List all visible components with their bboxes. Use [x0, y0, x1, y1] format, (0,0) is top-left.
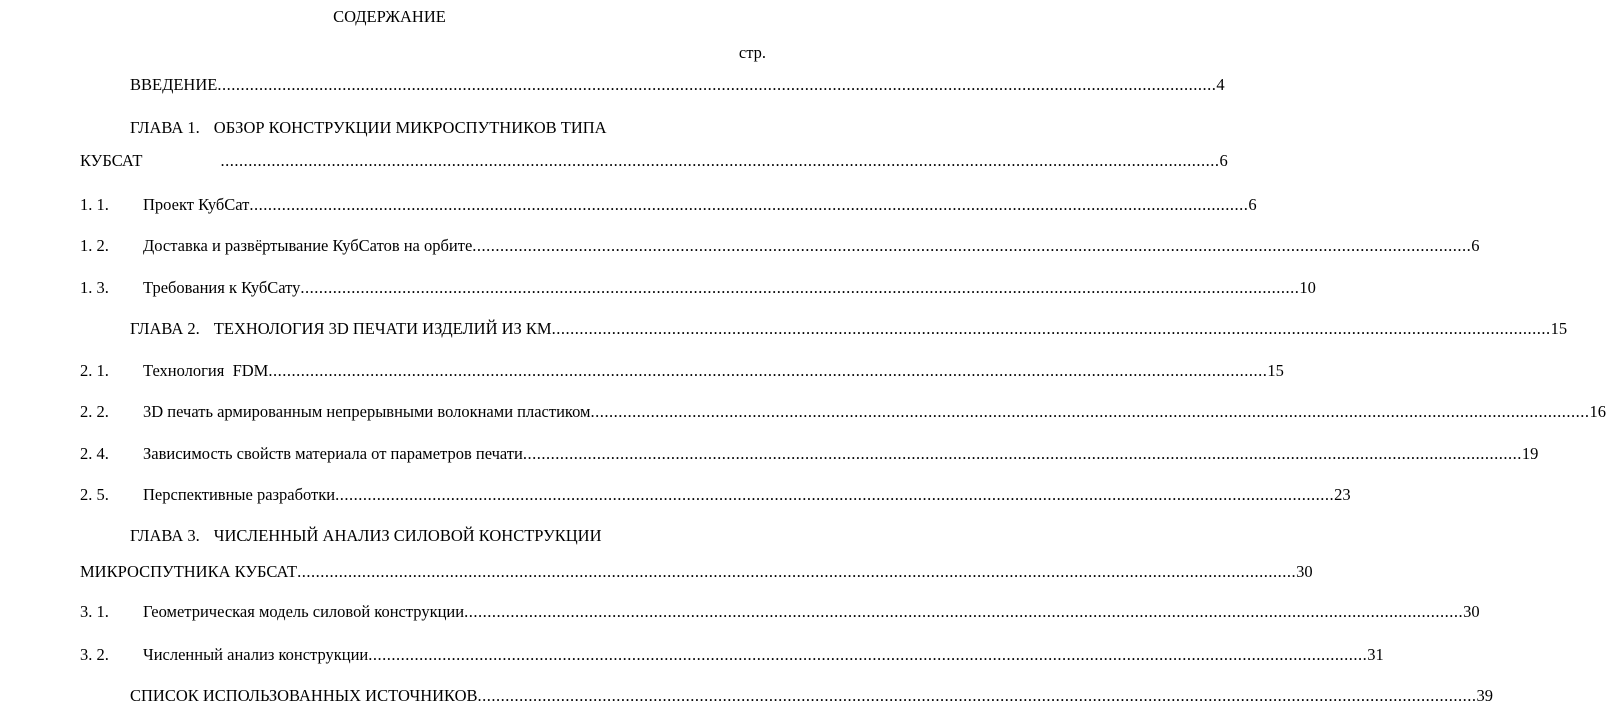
dot-leader	[552, 317, 1551, 341]
dot-leader	[268, 359, 1267, 383]
section-number: 1. 1.	[80, 195, 109, 214]
toc-entry-label: Проект КубСат	[143, 195, 250, 214]
toc-chapter-3-line2[interactable]	[80, 560, 1313, 584]
chapter-title-line2: МИКРОСПУТНИКА КУБСАТ	[80, 562, 298, 581]
chapter-title-line1: ОБЗОР КОНСТРУКЦИИ МИКРОСПУТНИКОВ ТИПА	[213, 118, 607, 137]
dot-leader	[368, 643, 1367, 667]
section-number: 1. 2.	[80, 236, 109, 255]
toc-entry-page: 31	[1367, 645, 1384, 664]
dot-leader	[300, 276, 1299, 300]
dot-leader	[217, 73, 1216, 97]
toc-chapter-3-line1[interactable]	[80, 524, 762, 548]
toc-entry-1-1[interactable]	[80, 193, 1257, 217]
toc-entry-page: 16	[1589, 402, 1606, 421]
toc-entry-3-1[interactable]	[80, 600, 1480, 624]
chapter-number: ГЛАВА 2.	[130, 319, 200, 338]
toc-entry-label: СПИСОК ИСПОЛЬЗОВАННЫХ ИСТОЧНИКОВ	[130, 686, 478, 705]
toc-entry-page: 6	[1219, 151, 1228, 170]
toc-entry-3-2[interactable]	[80, 643, 1384, 667]
toc-entry-2-1[interactable]	[80, 359, 1284, 383]
toc-entry-2-5[interactable]	[80, 483, 1351, 507]
toc-chapter-2[interactable]	[80, 317, 1568, 341]
toc-entry-page: 19	[1521, 444, 1539, 463]
chapter-number: ГЛАВА 3.	[130, 526, 200, 545]
section-number: 2. 2.	[80, 402, 109, 421]
section-number: 3. 2.	[80, 645, 109, 664]
chapter-number: ГЛАВА 1.	[130, 118, 200, 137]
section-number: 2. 1.	[80, 361, 109, 380]
toc-entry-1-2[interactable]	[80, 234, 1480, 258]
toc-chapter-1-line2[interactable]	[80, 149, 1228, 173]
toc-entry-2-4[interactable]	[80, 442, 1539, 466]
toc-entry-label: 3D печать армированным непрерывными волокнами пластиком	[143, 402, 591, 421]
dot-leader	[472, 234, 1471, 258]
section-number: 3. 1.	[80, 602, 109, 621]
toc-entry-label: Доставка и развёртывание КубСатов на орбите	[143, 236, 473, 255]
page-column-label: стр.	[738, 43, 766, 62]
toc-entry-page: 15	[1267, 361, 1284, 380]
section-number: 1. 3.	[80, 278, 109, 297]
toc-entry-page: 10	[1299, 278, 1316, 297]
toc-chapter-1-line1[interactable]	[80, 116, 762, 140]
toc-entry-page: 4	[1216, 75, 1225, 94]
toc-entry-page: 30	[1296, 562, 1313, 581]
toc-title: СОДЕРЖАНИЕ	[333, 7, 446, 26]
toc-entry-page: 15	[1550, 319, 1568, 338]
section-number: 2. 4.	[80, 444, 109, 463]
dot-leader	[464, 600, 1463, 624]
chapter-title-line2: КУБСАТ	[80, 151, 143, 170]
dot-leader	[335, 483, 1334, 507]
toc-entry-introduction[interactable]	[80, 73, 1225, 97]
toc-entry-2-2[interactable]	[80, 400, 1606, 424]
toc-entry-label: Зависимость свойств материала от параметров печати	[143, 444, 523, 463]
toc-entry-page: 6	[1471, 236, 1480, 255]
toc-entry-page: 30	[1463, 602, 1480, 621]
toc-entry-label: Требования к КубСату	[143, 278, 301, 297]
toc-entry-label: ВВЕДЕНИЕ	[130, 75, 218, 94]
toc-entry-label: Перспективные разработки	[143, 485, 336, 504]
toc-entry-page: 23	[1334, 485, 1351, 504]
dot-leader	[523, 442, 1522, 466]
dot-leader	[249, 193, 1248, 217]
dot-leader	[220, 149, 1219, 173]
toc-entry-page: 39	[1476, 686, 1494, 705]
toc-entry-1-3[interactable]	[80, 276, 1316, 300]
dot-leader	[478, 684, 1477, 708]
toc-entry-label: Технология FDM	[143, 361, 269, 380]
toc-entry-label: Геометрическая модель силовой конструкции	[143, 602, 465, 621]
toc-entry-label: Численный анализ конструкции	[143, 645, 369, 664]
dot-leader	[590, 400, 1589, 424]
dot-leader	[297, 560, 1296, 584]
toc-entry-references[interactable]	[80, 684, 1494, 708]
section-number: 2. 5.	[80, 485, 109, 504]
toc-entry-page: 6	[1248, 195, 1257, 214]
chapter-title-line1: ЧИСЛЕННЫЙ АНАЛИЗ СИЛОВОЙ КОНСТРУКЦИИ	[213, 526, 602, 545]
chapter-title: ТЕХНОЛОГИЯ 3D ПЕЧАТИ ИЗДЕЛИЙ ИЗ КМ	[213, 319, 552, 338]
